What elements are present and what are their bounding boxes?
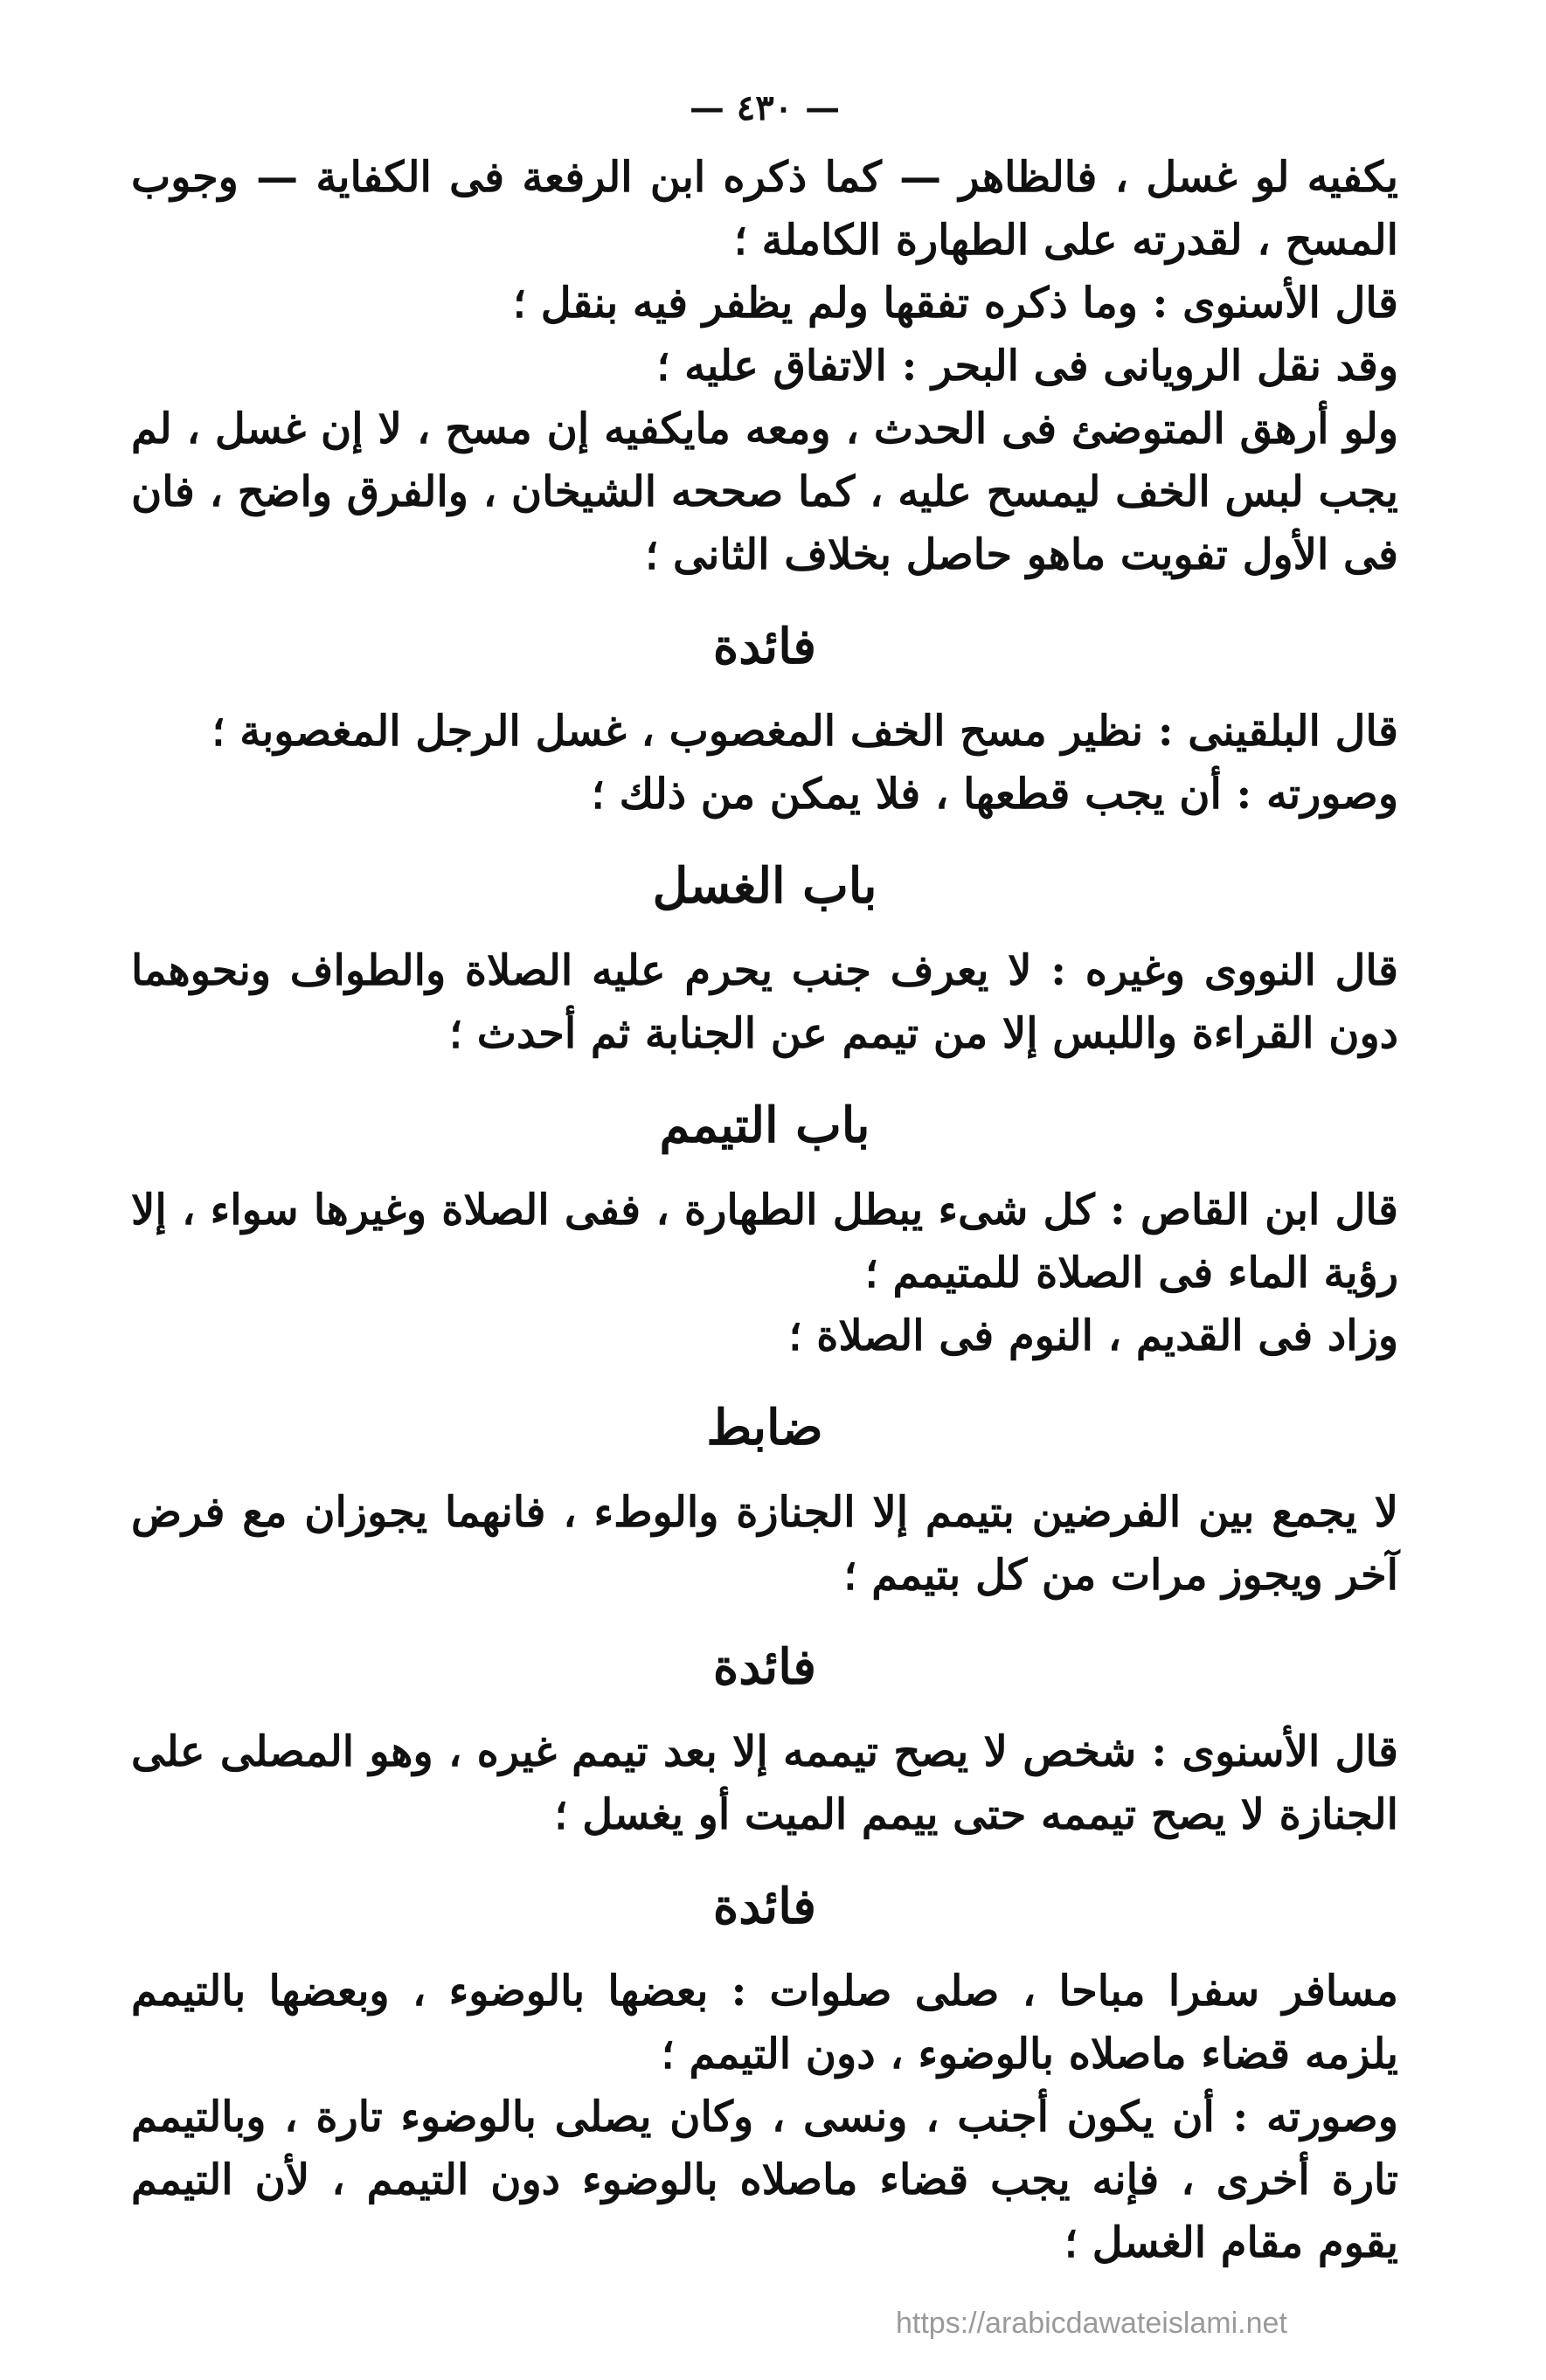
paragraph-6: وصورته : أن يجب قطعها ، فلا يمكن من ذلك ؛ (591, 770, 1398, 819)
paragraph-9: وزاد فى القديم ، النوم فى الصلاة ؛ (788, 1311, 1398, 1360)
paragraph-10: لا يجمع بين الفرضين بتيمم إلا الجنازة والوطء ، فانهما يجوزان مع فرض آخر ويجوز مرات من كل بتيمم ؛ (131, 1488, 1398, 1600)
watermark-url: https://arabicdawateislami.net (896, 2307, 1287, 2340)
paragraph-12: مسافر سفرا مباحا ، صلى صلوات : بعضها بالوضوء ، وبعضها بالتيمم يلزمه قضاء ماصلاه بالوضوء ، دون التيمم ؛ (131, 1967, 1399, 2079)
paragraph-2: قال الأسنوى : وما ذكره تفقها ولم يظفر فيه بنقل ؛ (512, 279, 1398, 328)
paragraph-1: يكفيه لو غسل ، فالظاهر — كما ذكره ابن الرفعة فى الكفاية — وجوب المسح ، لقدرته على الطهارة الكاملة ؛ (131, 153, 1398, 265)
section-heading-faida-2: فائدة (712, 1638, 817, 1696)
paragraph-7: قال النووى وغيره : لا يعرف جنب يحرم عليه الصلاة والطواف ونحوهما دون القراءة واللبس إلا من تيمم عن الجنابة ثم أحدث ؛ (131, 946, 1398, 1058)
section-heading-bab-al-tayammum: باب التيمم (659, 1097, 870, 1154)
page-number: — ٤٣٠ — (689, 87, 841, 128)
section-heading-bab-al-ghusl: باب الغسل (652, 857, 877, 915)
section-heading-faida-3: فائدة (712, 1878, 817, 1935)
paragraph-4: ولو أرهق المتوضئ فى الحدث ، ومعه مايكفيه إن مسح ، لا إن غسل ، لم يجب لبس الخف ليمسح عليه ، كما صححه الشيخان ، والفرق واضح ، فان فى الأول تفويت ماهو حاصل بخلاف الثانى ؛ (131, 405, 1398, 579)
section-heading-dabit: ضابط (706, 1399, 823, 1456)
section-heading-faida-1: فائدة (712, 618, 817, 675)
paragraph-5: قال البلقينى : نظير مسح الخف المغصوب ، غسل الرجل المغصوبة ؛ (211, 707, 1398, 756)
document-page (131, 87, 1398, 2274)
paragraph-11: قال الأسنوى : شخص لا يصح تيممه إلا بعد تيمم غيره ، وهو المصلى على الجنازة لا يصح تيممه حتى ييمم الميت أو يغسل ؛ (131, 1727, 1398, 1839)
paragraph-8: قال ابن القاص : كل شىء يبطل الطهارة ، ففى الصلاة وغيرها سواء ، إلا رؤية الماء فى الصلاة للمتيمم ؛ (131, 1186, 1398, 1297)
paragraph-3: وقد نقل الرويانى فى البحر : الاتفاق عليه ؛ (656, 342, 1398, 391)
paragraph-13: وصورته : أن يكون أجنب ، ونسى ، وكان يصلى بالوضوء تارة ، وبالتيمم تارة أخرى ، فإنه يجب قضاء ماصلاه بالوضوء دون التيمم ، لأن التيمم يقوم مقام الغسل ؛ (131, 2093, 1398, 2267)
